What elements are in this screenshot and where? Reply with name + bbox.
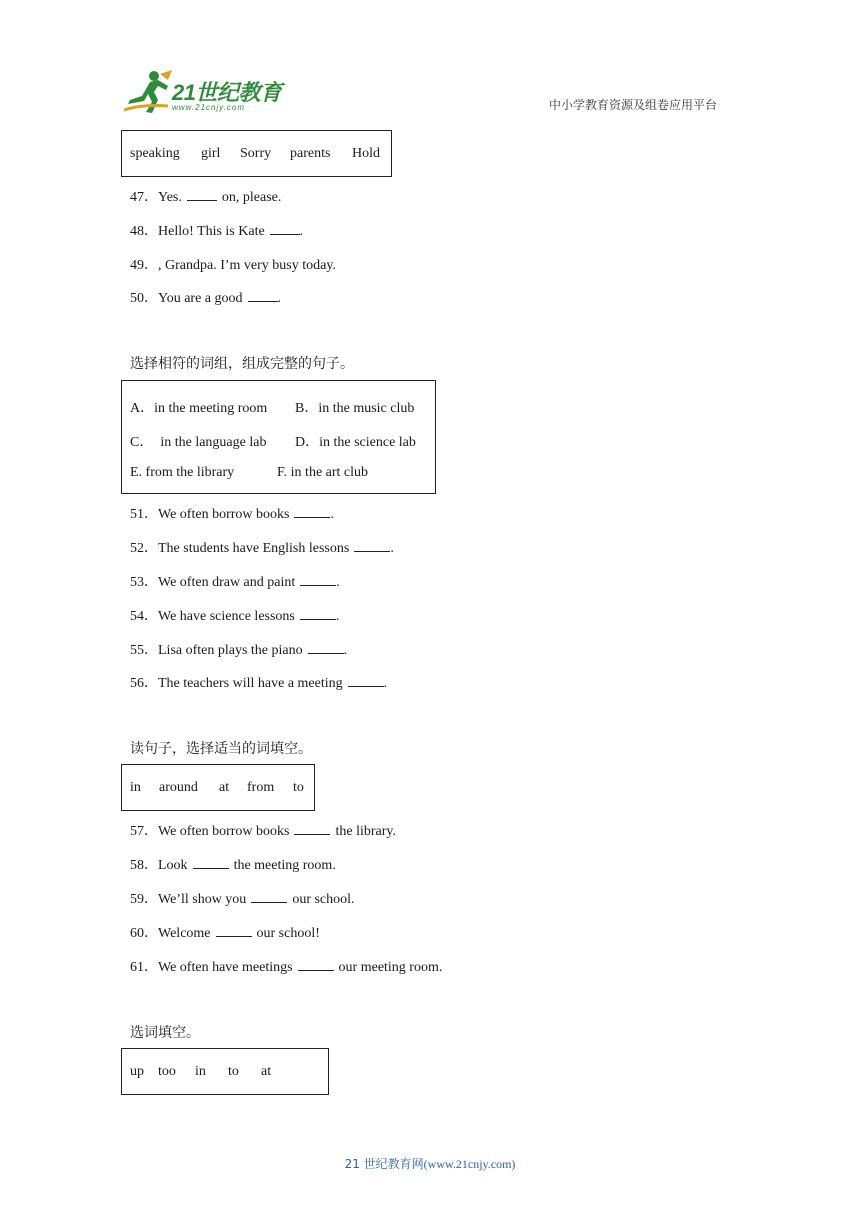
answer-blank[interactable] bbox=[300, 607, 336, 620]
option-f: F. in the art club bbox=[277, 465, 369, 480]
word-bank-item: Hold bbox=[352, 146, 380, 161]
section-instruction: 选词填空。 bbox=[130, 1025, 200, 1041]
page-footer bbox=[0, 1155, 860, 1172]
site-description: 中小学教育资源及组卷应用平台 bbox=[549, 98, 718, 112]
answer-blank[interactable] bbox=[248, 289, 278, 302]
question-55: 55．Lisa often plays the piano . bbox=[130, 643, 348, 658]
answer-blank[interactable] bbox=[270, 222, 300, 235]
site-logo bbox=[122, 70, 292, 120]
footer-url[interactable]: (www.21cnjy.com) bbox=[423, 1157, 516, 1171]
word-bank-item: Sorry bbox=[240, 146, 272, 161]
phrase-options-box bbox=[121, 380, 436, 494]
word-bank-item: in bbox=[195, 1064, 206, 1079]
question-58: 58．Look the meeting room. bbox=[130, 858, 336, 873]
word-bank-item: to bbox=[293, 780, 304, 795]
word-bank-item: up bbox=[130, 1064, 144, 1079]
answer-blank[interactable] bbox=[251, 890, 287, 903]
word-bank-box bbox=[121, 1048, 329, 1095]
answer-blank[interactable] bbox=[187, 188, 217, 201]
word-bank-box bbox=[121, 130, 392, 177]
question-59: 59．We’ll show you our school. bbox=[130, 892, 355, 907]
running-man-icon bbox=[122, 70, 174, 116]
logo-text: 21世纪教育 bbox=[172, 80, 282, 105]
question-52: 52．The students have English lessons . bbox=[130, 541, 394, 556]
footer-site-name: 21 世纪教育网 bbox=[344, 1157, 424, 1171]
section-instruction: 选择相符的词组，组成完整的句子。 bbox=[130, 356, 354, 372]
question-54: 54．We have science lessons . bbox=[130, 609, 340, 624]
question-56: 56．The teachers will have a meeting . bbox=[130, 676, 388, 691]
word-bank-item: speaking bbox=[130, 146, 180, 161]
answer-blank[interactable] bbox=[300, 573, 336, 586]
question-47: 47．Yes. on, please. bbox=[130, 190, 282, 205]
word-bank-item: at bbox=[219, 780, 230, 795]
word-bank-item: too bbox=[158, 1064, 176, 1079]
answer-blank[interactable] bbox=[298, 958, 334, 971]
word-bank-box bbox=[121, 764, 315, 811]
word-bank-item: from bbox=[247, 780, 275, 795]
question-53: 53．We often draw and paint . bbox=[130, 575, 340, 590]
answer-blank[interactable] bbox=[193, 856, 229, 869]
logo-url: www.21cnjy.com bbox=[172, 103, 245, 112]
question-57: 57．We often borrow books the library. bbox=[130, 824, 396, 839]
option-a: A．in the meeting room bbox=[130, 401, 268, 416]
answer-blank[interactable] bbox=[216, 924, 252, 937]
answer-blank[interactable] bbox=[348, 674, 384, 687]
question-50: 50．You are a good . bbox=[130, 291, 282, 306]
question-49: 49．, Grandpa. I’m very busy today. bbox=[130, 258, 336, 273]
section-instruction: 读句子，选择适当的词填空。 bbox=[130, 741, 312, 757]
answer-blank[interactable] bbox=[294, 822, 330, 835]
option-e: E. from the library bbox=[130, 465, 235, 480]
answer-blank[interactable] bbox=[308, 641, 344, 654]
answer-blank[interactable] bbox=[294, 505, 330, 518]
answer-blank[interactable] bbox=[354, 539, 390, 552]
option-b: B．in the music club bbox=[295, 401, 415, 416]
question-61: 61．We often have meetings our meeting room. bbox=[130, 960, 443, 975]
word-bank-item: in bbox=[130, 780, 141, 795]
word-bank-item: around bbox=[159, 780, 198, 795]
question-51: 51．We often borrow books . bbox=[130, 507, 334, 522]
word-bank-item: parents bbox=[290, 146, 331, 161]
word-bank-item: girl bbox=[201, 146, 221, 161]
question-48: 48．Hello! This is Kate . bbox=[130, 224, 304, 239]
question-60: 60．Welcome our school! bbox=[130, 926, 320, 941]
word-bank-item: at bbox=[261, 1064, 272, 1079]
word-bank-item: to bbox=[228, 1064, 239, 1079]
option-d: D．in the science lab bbox=[295, 435, 416, 450]
option-c: C． in the language lab bbox=[130, 435, 267, 450]
